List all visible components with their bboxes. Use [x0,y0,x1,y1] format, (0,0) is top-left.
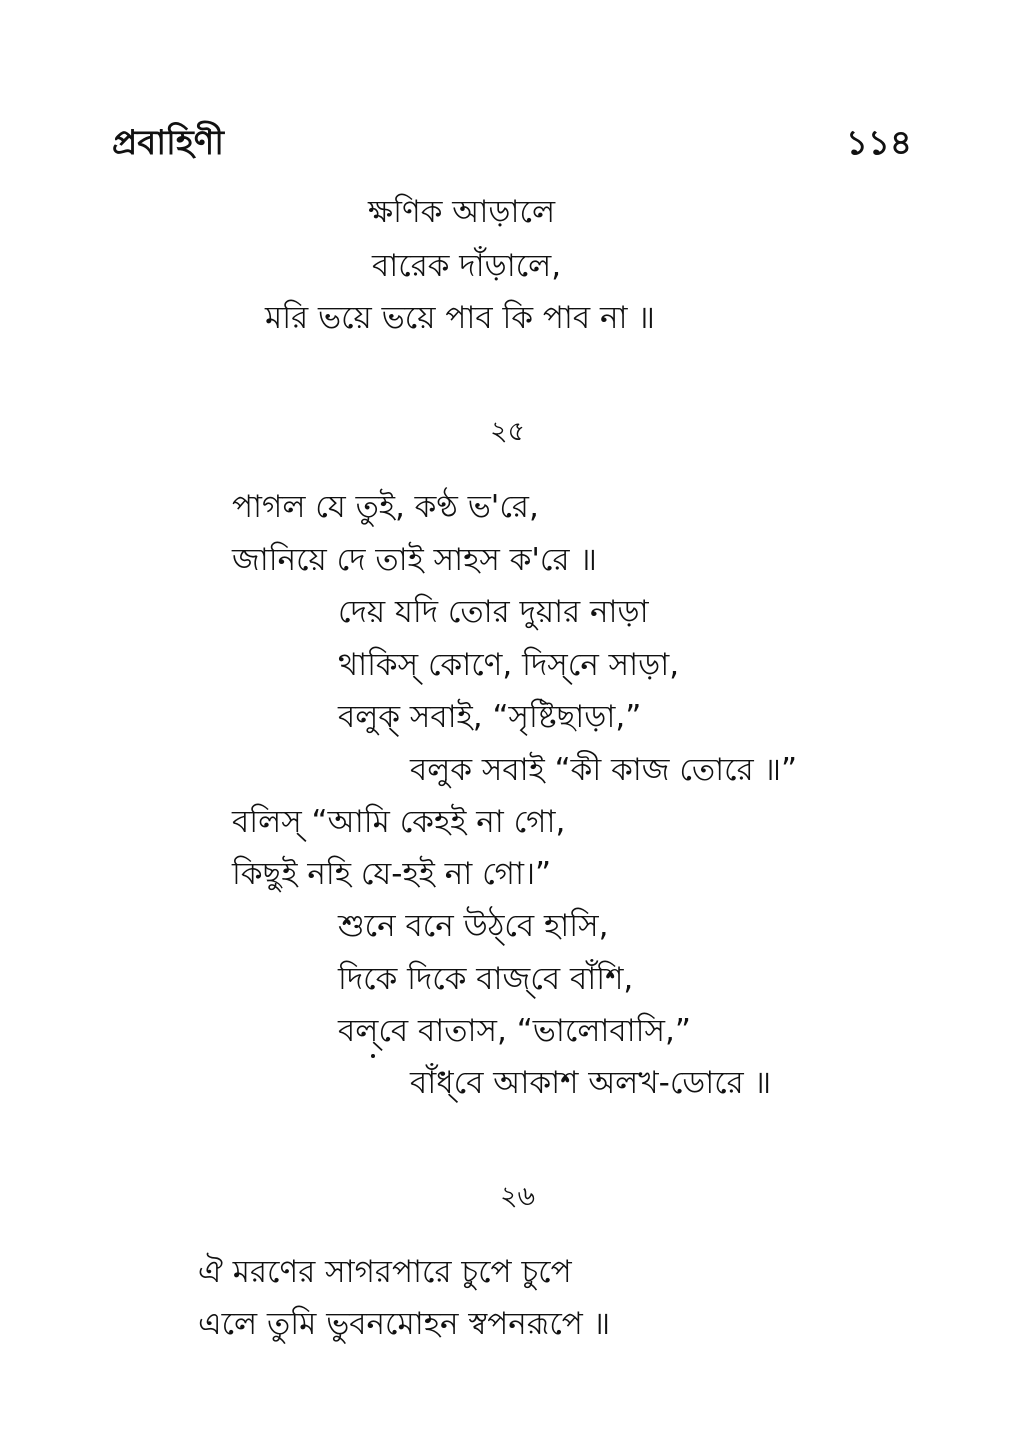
verse-line: শুনে বনে উঠ্‌বে হাসি, [338,908,609,944]
verse-line: ঐ মরণের সাগরপারে চুপে চুপে [198,1254,572,1290]
verse-line: দেয় যদি তোর দুয়ার নাড়া [338,594,649,630]
verse-line: বারেক দাঁড়ালে, [372,248,562,284]
verse-line: পাগল যে তুই, কণ্ঠ ভ'রে, [232,489,539,525]
verse-line: বলুক্‌ সবাই, “সৃষ্টিছাড়া,” [338,699,642,735]
verse-line: থাকিস্‌ কোণে, দিস্‌নে সাড়া, [338,647,680,683]
verse-line: এলে তুমি ভুবনমোহন স্বপনরূপে ॥ [198,1306,611,1342]
verse-line: মরি ভয়ে ভয়ে পাব কি পাব না ॥ [265,300,655,336]
verse-line: বলুক সবাই “কী কাজ তোরে ॥” [410,752,798,788]
verse-line: দিকে দিকে বাজ্‌বে বাঁশি, [338,961,634,997]
page-header [112,118,912,168]
song-number: ২৬ [500,1181,536,1212]
verse-line: কিছুই নহি যে-হই না গো।” [232,856,552,892]
page-number: ১১৪ [845,123,912,163]
ink-dot [371,1054,375,1058]
book-title: প্রবাহিণী [112,123,225,163]
verse-line: বলিস্‌ “আমি কেহই না গো, [232,804,566,840]
verse-line: বাঁধ্‌বে আকাশ অলখ-ডোরে ॥ [410,1065,772,1101]
verse-line: জানিয়ে দে তাই সাহস ক'রে ॥ [232,542,597,578]
song-number: ২৫ [490,416,526,447]
verse-line: বল্‌বে বাতাস, “ভালোবাসি,” [338,1013,691,1049]
verse-line: ক্ষণিক আড়ালে [368,194,556,230]
